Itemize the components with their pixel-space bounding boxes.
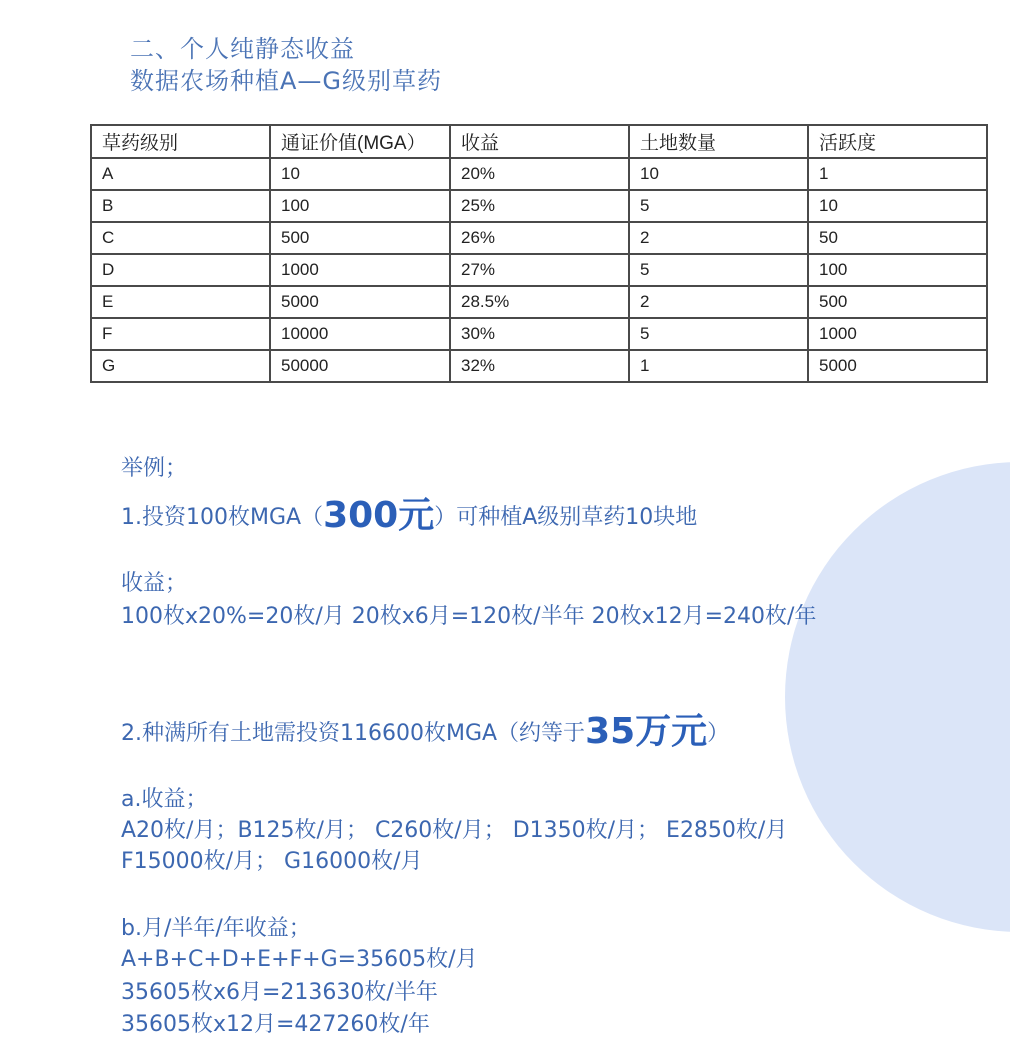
example-item-2 [121, 711, 730, 752]
cell-value: 10 [270, 158, 450, 190]
cell-activity: 100 [808, 254, 987, 286]
cell-level: A [91, 158, 270, 190]
cell-value: 500 [270, 222, 450, 254]
header-land-count: 土地数量 [629, 125, 808, 158]
cell-activity: 10 [808, 190, 987, 222]
table-row [91, 350, 987, 382]
cell-activity: 1 [808, 158, 987, 190]
table-header-row [91, 125, 987, 158]
income-calculation: 100枚x20%=20枚/月 20枚x6月=120枚/半年 20枚x12月=240枚/年 [121, 604, 817, 629]
cell-yield: 27% [450, 254, 629, 286]
header-herb-level: 草药级别 [91, 125, 270, 158]
cell-value: 10000 [270, 318, 450, 350]
cell-activity: 50 [808, 222, 987, 254]
decorative-circle [785, 462, 1010, 932]
section-subheading: 数据农场种植A—G级别草药 [130, 67, 443, 95]
cell-yield: 25% [450, 190, 629, 222]
table-row [91, 222, 987, 254]
cell-value: 100 [270, 190, 450, 222]
cell-level: E [91, 286, 270, 318]
cell-level: F [91, 318, 270, 350]
cell-yield: 32% [450, 350, 629, 382]
example-item-1-suffix: ）可种植A级别草药10块地 [434, 505, 698, 530]
cell-yield: 26% [450, 222, 629, 254]
cell-land: 5 [629, 254, 808, 286]
cell-activity: 500 [808, 286, 987, 318]
section-heading: 二、个人纯静态收益 [130, 35, 355, 63]
table-row [91, 286, 987, 318]
cell-activity: 1000 [808, 318, 987, 350]
section-b-line-2: 35605枚x6月=213630枚/半年 [121, 980, 438, 1005]
section-b-label: b.月/半年/年收益； [121, 916, 311, 941]
table-row [91, 318, 987, 350]
example-item-1 [121, 495, 698, 536]
section-b-line-1: A+B+C+D+E+F+G=35605枚/月 [121, 947, 478, 972]
example-item-1-highlight: 300元 [323, 495, 435, 536]
table-row [91, 254, 987, 286]
example-item-2-prefix: 2.种满所有土地需投资116600枚MGA（约等于 [121, 721, 586, 746]
cell-yield: 28.5% [450, 286, 629, 318]
cell-level: B [91, 190, 270, 222]
section-a-line-2: F15000枚/月； G16000枚/月 [121, 849, 423, 874]
cell-activity: 5000 [808, 350, 987, 382]
cell-yield: 30% [450, 318, 629, 350]
cell-land: 2 [629, 222, 808, 254]
cell-value: 1000 [270, 254, 450, 286]
cell-value: 5000 [270, 286, 450, 318]
example-item-1-prefix: 1.投资100枚MGA（ [121, 505, 324, 530]
cell-level: G [91, 350, 270, 382]
herb-level-table [90, 124, 988, 383]
header-activity: 活跃度 [808, 125, 987, 158]
cell-value: 50000 [270, 350, 450, 382]
cell-land: 10 [629, 158, 808, 190]
income-label: 收益； [121, 571, 188, 596]
header-yield: 收益 [450, 125, 629, 158]
cell-level: D [91, 254, 270, 286]
cell-land: 2 [629, 286, 808, 318]
header-token-value: 通证价值(MGA） [270, 125, 450, 158]
section-a-line-1: A20枚/月；B125枚/月； C260枚/月； D1350枚/月； E2850枚/月 [121, 818, 788, 843]
section-a-label: a.收益； [121, 787, 208, 812]
example-title: 举例； [121, 456, 188, 481]
example-item-2-highlight: 35万元 [585, 711, 708, 752]
cell-yield: 20% [450, 158, 629, 190]
cell-level: C [91, 222, 270, 254]
cell-land: 1 [629, 350, 808, 382]
example-item-2-suffix: ） [707, 721, 730, 746]
cell-land: 5 [629, 190, 808, 222]
table-row [91, 190, 987, 222]
section-b-line-3: 35605枚x12月=427260枚/年 [121, 1012, 430, 1037]
cell-land: 5 [629, 318, 808, 350]
table-row [91, 158, 987, 190]
